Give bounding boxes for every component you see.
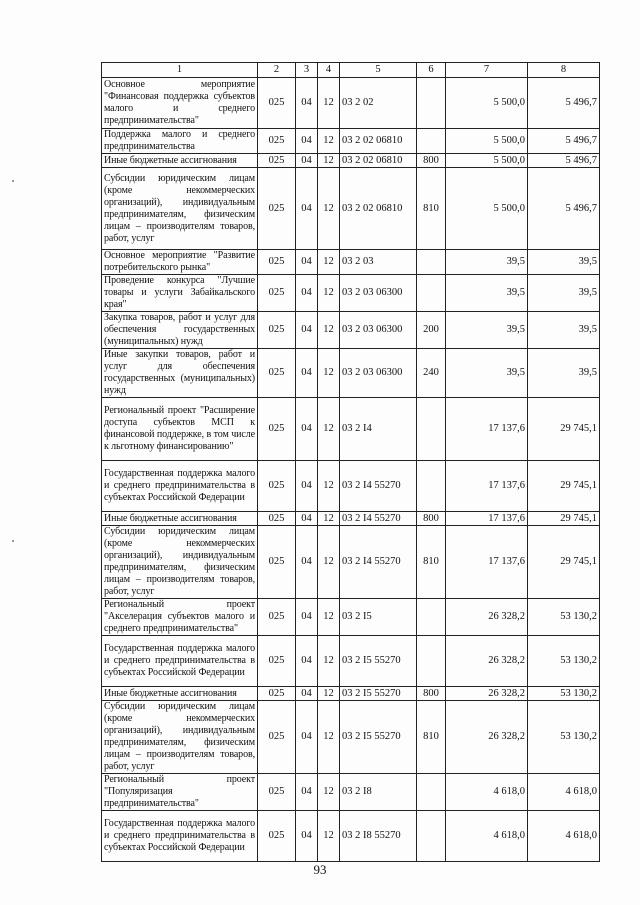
target-code-cell: 03 2 03 06300 [340, 312, 417, 349]
subsection-cell: 12 [318, 701, 340, 774]
table-row [102, 526, 600, 599]
admin-code-cell: 025 [258, 250, 296, 275]
header-cell: 1 [102, 63, 258, 78]
row-name-cell: Региональный проект "Популяризация предпринимательства" [102, 774, 258, 811]
admin-code-cell: 025 [258, 398, 296, 461]
executed-amount-cell: 4 618,0 [528, 811, 600, 862]
section-cell: 04 [296, 701, 318, 774]
row-name-cell: Закупка товаров, работ и услуг для обеспечения государственных (муниципальных) нужд [102, 312, 258, 349]
executed-amount-cell: 5 496,7 [528, 78, 600, 129]
subsection-cell: 12 [318, 275, 340, 312]
subsection-cell: 12 [318, 526, 340, 599]
executed-amount-cell: 29 745,1 [528, 526, 600, 599]
planned-amount-cell: 26 328,2 [446, 687, 528, 701]
row-name-cell: Проведение конкурса "Лучшие товары и услуги Забайкальского края" [102, 275, 258, 312]
admin-code-cell: 025 [258, 461, 296, 512]
subsection-cell: 12 [318, 461, 340, 512]
planned-amount-cell: 5 500,0 [446, 129, 528, 154]
planned-amount-cell: 26 328,2 [446, 701, 528, 774]
table-row [102, 78, 600, 129]
table-row [102, 701, 600, 774]
table-row [102, 512, 600, 526]
expense-type-cell [417, 599, 446, 636]
section-cell: 04 [296, 526, 318, 599]
admin-code-cell: 025 [258, 526, 296, 599]
scan-mark [12, 540, 14, 542]
planned-amount-cell: 17 137,6 [446, 526, 528, 599]
target-code-cell: 03 2 02 06810 [340, 168, 417, 250]
table-row [102, 811, 600, 862]
target-code-cell: 03 2 I4 55270 [340, 526, 417, 599]
admin-code-cell: 025 [258, 512, 296, 526]
section-cell: 04 [296, 312, 318, 349]
table-row [102, 168, 600, 250]
executed-amount-cell: 29 745,1 [528, 512, 600, 526]
scan-mark [12, 180, 14, 182]
section-cell: 04 [296, 687, 318, 701]
section-cell: 04 [296, 398, 318, 461]
expense-type-cell [417, 78, 446, 129]
expense-type-cell [417, 461, 446, 512]
section-cell: 04 [296, 599, 318, 636]
header-cell: 8 [528, 63, 600, 78]
section-cell: 04 [296, 275, 318, 312]
subsection-cell: 12 [318, 512, 340, 526]
executed-amount-cell: 39,5 [528, 312, 600, 349]
subsection-cell: 12 [318, 154, 340, 168]
table-row [102, 154, 600, 168]
row-name-cell: Основное мероприятие "Финансовая поддержка субъектов малого и среднего предпринимательства" [102, 78, 258, 129]
executed-amount-cell: 5 496,7 [528, 129, 600, 154]
executed-amount-cell: 39,5 [528, 250, 600, 275]
executed-amount-cell: 5 496,7 [528, 168, 600, 250]
expense-type-cell: 810 [417, 701, 446, 774]
row-name-cell: Иные бюджетные ассигнования [102, 154, 258, 168]
table-row [102, 687, 600, 701]
subsection-cell: 12 [318, 349, 340, 398]
planned-amount-cell: 5 500,0 [446, 78, 528, 129]
section-cell: 04 [296, 461, 318, 512]
row-name-cell: Государственная поддержка малого и среднего предпринимательства в субъектах Российской Федерации [102, 811, 258, 862]
planned-amount-cell: 26 328,2 [446, 636, 528, 687]
planned-amount-cell: 26 328,2 [446, 599, 528, 636]
row-name-cell: Государственная поддержка малого и среднего предпринимательства в субъектах Российской Федерации [102, 461, 258, 512]
admin-code-cell: 025 [258, 701, 296, 774]
planned-amount-cell: 17 137,6 [446, 512, 528, 526]
budget-table [101, 62, 600, 862]
section-cell: 04 [296, 512, 318, 526]
table-row [102, 636, 600, 687]
admin-code-cell: 025 [258, 154, 296, 168]
executed-amount-cell: 53 130,2 [528, 701, 600, 774]
expense-type-cell: 810 [417, 168, 446, 250]
admin-code-cell: 025 [258, 275, 296, 312]
table-body [102, 78, 600, 862]
table-row [102, 275, 600, 312]
target-code-cell: 03 2 I5 55270 [340, 701, 417, 774]
planned-amount-cell: 39,5 [446, 349, 528, 398]
row-name-cell: Иные закупки товаров, работ и услуг для обеспечения государственных (муниципальных) нужд [102, 349, 258, 398]
admin-code-cell: 025 [258, 168, 296, 250]
admin-code-cell: 025 [258, 687, 296, 701]
target-code-cell: 03 2 02 06810 [340, 154, 417, 168]
header-cell: 6 [417, 63, 446, 78]
table-row [102, 599, 600, 636]
row-name-cell: Иные бюджетные ассигнования [102, 687, 258, 701]
subsection-cell: 12 [318, 312, 340, 349]
planned-amount-cell: 5 500,0 [446, 154, 528, 168]
executed-amount-cell: 53 130,2 [528, 636, 600, 687]
table-row [102, 461, 600, 512]
expense-type-cell: 800 [417, 512, 446, 526]
admin-code-cell: 025 [258, 129, 296, 154]
executed-amount-cell: 53 130,2 [528, 687, 600, 701]
subsection-cell: 12 [318, 599, 340, 636]
header-cell: 4 [318, 63, 340, 78]
target-code-cell: 03 2 I4 55270 [340, 512, 417, 526]
table-row [102, 349, 600, 398]
executed-amount-cell: 29 745,1 [528, 461, 600, 512]
planned-amount-cell: 39,5 [446, 312, 528, 349]
section-cell: 04 [296, 129, 318, 154]
section-cell: 04 [296, 78, 318, 129]
admin-code-cell: 025 [258, 78, 296, 129]
expense-type-cell [417, 774, 446, 811]
header-cell: 3 [296, 63, 318, 78]
target-code-cell: 03 2 03 06300 [340, 275, 417, 312]
expense-type-cell: 810 [417, 526, 446, 599]
admin-code-cell: 025 [258, 599, 296, 636]
target-code-cell: 03 2 02 06810 [340, 129, 417, 154]
subsection-cell: 12 [318, 78, 340, 129]
table-row [102, 398, 600, 461]
section-cell: 04 [296, 250, 318, 275]
row-name-cell: Иные бюджетные ассигнования [102, 512, 258, 526]
admin-code-cell: 025 [258, 636, 296, 687]
table-row [102, 250, 600, 275]
target-code-cell: 03 2 I5 55270 [340, 687, 417, 701]
executed-amount-cell: 5 496,7 [528, 154, 600, 168]
admin-code-cell: 025 [258, 312, 296, 349]
header-cell: 5 [340, 63, 417, 78]
section-cell: 04 [296, 154, 318, 168]
expense-type-cell [417, 398, 446, 461]
row-name-cell: Субсидии юридическим лицам (кроме некоммерческих организаций), индивидуальным предпринимателям, физическим лицам – производителям товаров, работ, услуг [102, 701, 258, 774]
planned-amount-cell: 39,5 [446, 250, 528, 275]
page-number: 93 [313, 862, 327, 877]
row-name-cell: Региональный проект "Акселерация субъектов малого и среднего предпринимательства" [102, 599, 258, 636]
section-cell: 04 [296, 636, 318, 687]
table-row [102, 129, 600, 154]
subsection-cell: 12 [318, 687, 340, 701]
subsection-cell: 12 [318, 811, 340, 862]
expense-type-cell [417, 250, 446, 275]
row-name-cell: Субсидии юридическим лицам (кроме некоммерческих организаций), индивидуальным предпринимателям, физическим лицам – производителям товаров, работ, услуг [102, 526, 258, 599]
row-name-cell: Субсидии юридическим лицам (кроме некоммерческих организаций), индивидуальным предпринимателям, физическим лицам – производителям товаров, работ, услуг [102, 168, 258, 250]
expense-type-cell: 200 [417, 312, 446, 349]
target-code-cell: 03 2 I8 55270 [340, 811, 417, 862]
target-code-cell: 03 2 03 [340, 250, 417, 275]
planned-amount-cell: 17 137,6 [446, 398, 528, 461]
section-cell: 04 [296, 774, 318, 811]
expense-type-cell: 800 [417, 687, 446, 701]
target-code-cell: 03 2 I5 [340, 599, 417, 636]
row-name-cell: Основное мероприятие "Развитие потребительского рынка" [102, 250, 258, 275]
subsection-cell: 12 [318, 774, 340, 811]
planned-amount-cell: 5 500,0 [446, 168, 528, 250]
table-header-row [102, 63, 600, 78]
section-cell: 04 [296, 168, 318, 250]
expense-type-cell [417, 129, 446, 154]
expense-type-cell: 240 [417, 349, 446, 398]
section-cell: 04 [296, 811, 318, 862]
subsection-cell: 12 [318, 398, 340, 461]
planned-amount-cell: 4 618,0 [446, 774, 528, 811]
expense-type-cell [417, 636, 446, 687]
table-row [102, 774, 600, 811]
executed-amount-cell: 4 618,0 [528, 774, 600, 811]
executed-amount-cell: 39,5 [528, 349, 600, 398]
header-cell: 7 [446, 63, 528, 78]
target-code-cell: 03 2 03 06300 [340, 349, 417, 398]
subsection-cell: 12 [318, 636, 340, 687]
planned-amount-cell: 39,5 [446, 275, 528, 312]
target-code-cell: 03 2 I5 55270 [340, 636, 417, 687]
subsection-cell: 12 [318, 250, 340, 275]
executed-amount-cell: 39,5 [528, 275, 600, 312]
target-code-cell: 03 2 I8 [340, 774, 417, 811]
planned-amount-cell: 17 137,6 [446, 461, 528, 512]
target-code-cell: 03 2 02 [340, 78, 417, 129]
table-row [102, 312, 600, 349]
subsection-cell: 12 [318, 129, 340, 154]
expense-type-cell [417, 811, 446, 862]
executed-amount-cell: 29 745,1 [528, 398, 600, 461]
header-cell: 2 [258, 63, 296, 78]
admin-code-cell: 025 [258, 774, 296, 811]
row-name-cell: Поддержка малого и среднего предпринимательства [102, 129, 258, 154]
planned-amount-cell: 4 618,0 [446, 811, 528, 862]
subsection-cell: 12 [318, 168, 340, 250]
target-code-cell: 03 2 I4 [340, 398, 417, 461]
target-code-cell: 03 2 I4 55270 [340, 461, 417, 512]
row-name-cell: Региональный проект "Расширение доступа субъектов МСП к финансовой поддержке, в том числе к льготному финансированию" [102, 398, 258, 461]
row-name-cell: Государственная поддержка малого и среднего предпринимательства в субъектах Российской Федерации [102, 636, 258, 687]
expense-type-cell: 800 [417, 154, 446, 168]
section-cell: 04 [296, 349, 318, 398]
admin-code-cell: 025 [258, 349, 296, 398]
expense-type-cell [417, 275, 446, 312]
admin-code-cell: 025 [258, 811, 296, 862]
executed-amount-cell: 53 130,2 [528, 599, 600, 636]
